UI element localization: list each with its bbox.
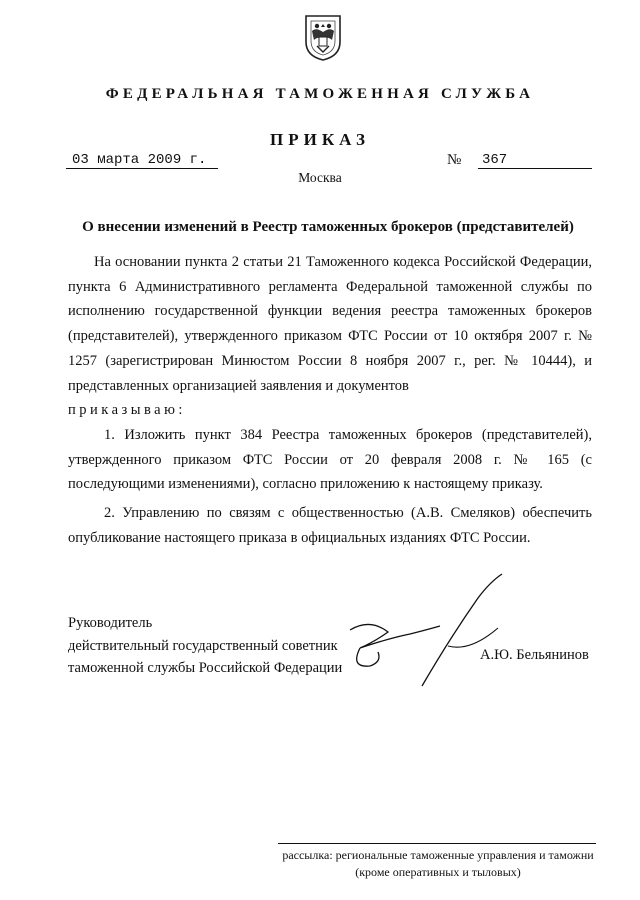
order-item-2: 2. Управлению по связям с общественностью (А.В. Смеляков) обеспечить опубликование настоящего приказа в официальных изданиях ФТС России. — [68, 505, 592, 546]
document-body — [68, 250, 592, 550]
document-title: О внесении изменений в Реестр таможенных брокеров (представителей) — [82, 219, 574, 235]
order-word-text: приказываю: — [68, 402, 186, 419]
distribution-line-1: рассылка: региональные таможенные управления и таможни — [282, 848, 594, 862]
distribution-list — [278, 847, 598, 881]
signature-icon — [330, 568, 530, 688]
order-number-value: 367 — [482, 152, 508, 168]
distribution-line-2: (кроме оперативных и тыловых) — [355, 865, 521, 879]
order-date — [66, 152, 218, 169]
city: Москва — [298, 170, 342, 185]
order-word — [68, 398, 592, 423]
distribution-divider — [278, 843, 596, 844]
signatory-position — [68, 612, 342, 680]
signatory-line-2: действительный государственный советник — [68, 637, 338, 654]
order-number-label: № — [447, 152, 462, 168]
document-type: ПРИКАЗ — [270, 130, 370, 149]
order-item-1: 1. Изложить пункт 384 Реестра таможенных брокеров (представителей), утвержденного приказом ФТС России от 20 февраля 2008 г. № 165 (с последующими изменениями), согласно приложению к настоящему приказу. — [68, 426, 592, 493]
preamble-paragraph: На основании пункта 2 статьи 21 Таможенного кодекса Российской Федерации, пункта 6 Административного регламента Федеральной таможенной службы по исполнению государственной функции ведения реестра таможенных брокеров (представителей), утвержденного приказом ФТС России от 10 октября 2007 г. № 1257 (зарегистрирован Минюстом России 8 ноября 2007 г., рег. № 10444), и представленных организацией заявления и документов — [68, 254, 592, 394]
emblem-icon — [302, 12, 344, 62]
order-date-value: 03 марта 2009 г. — [72, 152, 207, 168]
signatory-line-1: Руководитель — [68, 615, 153, 631]
agency-name: ФЕДЕРАЛЬНАЯ ТАМОЖЕННАЯ СЛУЖБА — [105, 86, 535, 102]
signatory-name: А.Ю. Бельянинов — [480, 647, 589, 663]
order-number — [478, 152, 592, 169]
signatory-line-3: таможенной службы Российской Федерации — [68, 660, 343, 676]
